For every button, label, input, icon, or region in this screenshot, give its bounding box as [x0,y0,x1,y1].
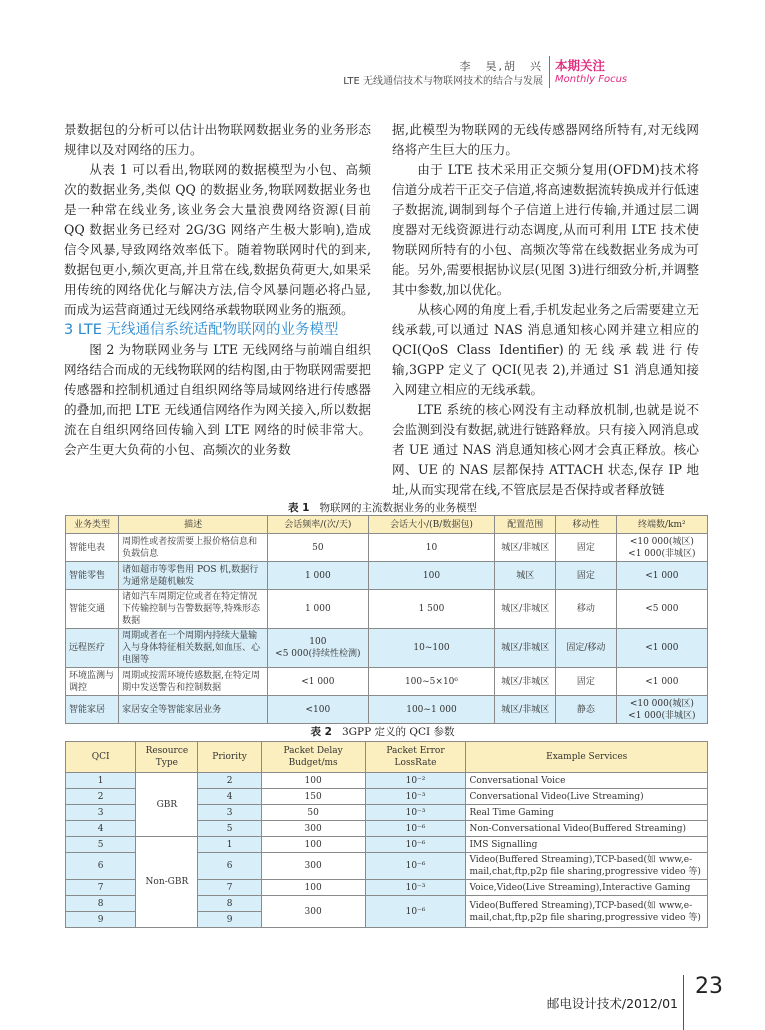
table1-cell: <10 000(城区) <1 000(非城区) [616,534,707,562]
table1-cell: 固定/移动 [556,629,617,668]
table2 [65,741,708,928]
qci-cell: 2 [66,789,136,805]
table2-caption-label: 表 2 [310,726,332,738]
table2-row [66,837,708,853]
table1-caption-label: 表 1 [288,502,310,514]
table1-cell: 10~100 [368,629,495,668]
qci-cell: 8 [66,896,136,912]
table1-header-cell: 会话频率/(次/天) [268,516,368,534]
table1-cell: <1 000 [616,562,707,590]
loss-rate-cell: 10⁻³ [365,880,466,896]
loss-rate-cell: 10⁻³ [365,805,466,821]
table1-row [66,668,708,696]
table1-cell: 诸如汽车周期定位或者在特定情况下传输控制与告警数据等,特殊形态数据 [119,590,268,629]
table1-cell: 远程医疗 [66,629,119,668]
paragraph: 图 2 为物联网业务与 LTE 无线网络与前端自组织网络结合而成的无线物联网的结构图,由于物联网需要把传感器和控制机通过自组织网络等局域网络进行传感器的叠加,而把 LTE 无线通信网络作为网关接入,所以数据流在自组织网络回传输入到 LTE 网络的时候非常大。会产生更大负荷的小包、高频次的业务数 [64,342,371,457]
example-services-cell: Voice,Video(Live Streaming),Interactive Gaming [466,880,708,896]
table1-cell: 城区 [495,562,556,590]
priority-cell: 2 [198,773,261,789]
table1-cell: 固定 [556,668,617,696]
table1-cell: 城区/非城区 [495,590,556,629]
table1-cell: 家居安全等智能家居业务 [119,696,268,724]
delay-cell: 300 [261,896,365,928]
table1-row [66,590,708,629]
table1-cell: <1 000 [616,668,707,696]
table1-cell: 周期或者在一个周期内持续大量输入与身体特征相关数据,如血压、心电图等 [119,629,268,668]
table2-header-cell: Packet Error LossRate [365,742,466,773]
table1-cell: 100 <5 000(持续性检测) [268,629,368,668]
table1-cell: 10 [368,534,495,562]
table1-caption [0,500,765,515]
table2-caption [0,724,765,739]
right-column [392,120,699,500]
table1-cell: <1 000 [616,629,707,668]
table1-header-cell: 描述 [119,516,268,534]
table1-cell: 1 000 [268,590,368,629]
table1-cell: <100 [268,696,368,724]
table2-header-cell: Priority [198,742,261,773]
qci-cell: 1 [66,773,136,789]
delay-cell: 100 [261,837,365,853]
table1-cell: 固定 [556,534,617,562]
paragraph: 从核心网的角度上看,手机发起业务之后需要建立无线承载,可以通过 NAS 消息通知核心网并建立相应的 QCI(QoS Class Identifier)的无线承载进行传输,3GPP 定义了 QCI(见表 2),并通过 S1 消息通知接入网建立相应的无线承载。 [392,302,699,397]
table1-cell: <5 000 [616,590,707,629]
qci-cell: 3 [66,805,136,821]
example-services-cell: Video(Buffered Streaming),TCP-based(如 www,e-mail,chat,ftp,p2p file sharing,progressive video 等) [466,853,708,880]
example-services-cell: Non-Conversational Video(Buffered Streaming) [466,821,708,837]
priority-cell: 8 [198,896,261,912]
table1-header-cell: 移动性 [556,516,617,534]
table1-cell: 静态 [556,696,617,724]
delay-cell: 300 [261,853,365,880]
loss-rate-cell: 10⁻⁶ [365,821,466,837]
loss-rate-cell: 10⁻⁶ [365,837,466,853]
header-article-title: LTE 无线通信技术与物联网技术的结合与发展 [343,76,543,87]
loss-rate-cell: 10⁻⁶ [365,896,466,928]
table1-cell: 智能电表 [66,534,119,562]
column-name-en: Monthly Focus [555,74,628,85]
example-services-cell: Conversational Video(Live Streaming) [466,789,708,805]
table1-cell: 固定 [556,562,617,590]
table2-header-cell: Packet Delay Budget/ms [261,742,365,773]
table1-cell: 城区/非城区 [495,629,556,668]
table1-header-cell: 配置范围 [495,516,556,534]
paragraph: 据,此模型为物联网的无线传感器网络所特有,对无线网络将产生巨大的压力。 [392,122,699,157]
example-services-cell: Conversational Voice [466,773,708,789]
left-column [64,120,371,460]
resource-type-cell: GBR [136,773,198,837]
qci-cell: 6 [66,853,136,880]
table1 [65,515,708,724]
table1-header-cell: 终端数/km² [616,516,707,534]
table2-header-cell: Resource Type [136,742,198,773]
loss-rate-cell: 10⁻³ [365,789,466,805]
table2-row [66,773,708,789]
qci-cell: 4 [66,821,136,837]
example-services-cell: IMS Signalling [466,837,708,853]
header-authors: 李 昊,胡 兴 [459,60,543,73]
priority-cell: 5 [198,821,261,837]
qci-cell: 9 [66,912,136,928]
table1-cell: 诸如超市等零售用 POS 机,数据行为通常是随机触发 [119,562,268,590]
loss-rate-cell: 10⁻² [365,773,466,789]
table1-cell: 100~5×10⁶ [368,668,495,696]
header-divider [549,56,550,88]
table1-cell: 100~1 000 [368,696,495,724]
table1-row [66,696,708,724]
delay-cell: 300 [261,821,365,837]
table2-header-cell: QCI [66,742,136,773]
priority-cell: 4 [198,789,261,805]
paragraph: LTE 系统的核心网没有主动释放机制,也就是说不会监测到没有数据,就进行链路释放。只有接入网消息或者 UE 通过 NAS 消息通知核心网才会真正释放。核心网、UE 的 NAS 层都保持 ATTACH 状态,保存 IP 地址,从而实现常在线,不管底层是否保持或者释放链 [392,402,699,497]
table1-cell: 周期性或者按需要上报价格信息和负载信息 [119,534,268,562]
table1-header-cell: 业务类型 [66,516,119,534]
table1-cell: 智能交通 [66,590,119,629]
paragraph: 景数据包的分析可以估计出物联网数据业务的业务形态规律以及对网络的压力。 [64,122,371,157]
column-name-zh: 本期关注 [555,58,606,73]
resource-type-cell: Non-GBR [136,837,198,928]
table1-row [66,534,708,562]
table1-cell: 1 500 [368,590,495,629]
loss-rate-cell: 10⁻⁶ [365,853,466,880]
page-number: 23 [695,974,723,999]
paragraph: 从表 1 可以看出,物联网的数据模型为小包、高频次的数据业务,类似 QQ 的数据业务,物联网数据业务也是一种常在线业务,该业务会大量浪费网络资源(目前 QQ 数据业务已经对 2G/3G 网络产生极大影响),造成信令风暴,导致网络效率低下。随着物联网时代的到来,数据包更小,频次更高,并且常在线,数据负荷更大,如果采用传统的网络优化与解决方法,信令风暴问题必将凸显,而成为运营商通过无线网络承载物联网业务的瓶颈。 [64,162,371,317]
footer-journal: 邮电设计技术/2012/01 [546,996,678,1011]
table1-cell: 100 [368,562,495,590]
qci-cell: 5 [66,837,136,853]
table1-cell: 移动 [556,590,617,629]
priority-cell: 9 [198,912,261,928]
qci-cell: 7 [66,880,136,896]
priority-cell: 6 [198,853,261,880]
table1-cell: 50 [268,534,368,562]
table1-cell: <10 000(城区) <1 000(非城区) [616,696,707,724]
table2-header-cell: Example Services [466,742,708,773]
section-heading: 3 LTE 无线通信系统适配物联网的业务模型 [64,322,339,338]
example-services-cell: Real Time Gaming [466,805,708,821]
table1-cell: 城区/非城区 [495,696,556,724]
example-services-cell: Video(Buffered Streaming),TCP-based(如 www,e-mail,chat,ftp,p2p file sharing,progressive video 等) [466,896,708,928]
table1-cell: 周期或按需环境传感数据,在特定周期中发送警告和控制数据 [119,668,268,696]
table1-cell: 环境监测与调控 [66,668,119,696]
delay-cell: 100 [261,773,365,789]
table1-cell: 城区/非城区 [495,668,556,696]
header-column-label [555,56,627,85]
delay-cell: 150 [261,789,365,805]
priority-cell: 3 [198,805,261,821]
table1-caption-text: 物联网的主流数据业务的业务模型 [319,502,477,514]
priority-cell: 1 [198,837,261,853]
paragraph: 由于 LTE 技术采用正交频分复用(OFDM)技术将信道分成若干正交子信道,将高速数据流转换成并行低速子数据流,调制到每个子信道上进行传输,并通过层二调度器对无线资源进行动态调度,从而可利用 LTE 技术使物联网所特有的小包、高频次等常在线数据业务成为可能。另外,需要根据协议层(见图 3)进行细致分析,并调整其中参数,加以优化。 [392,162,699,297]
footer-divider [683,975,684,1030]
table1-row [66,562,708,590]
table1-row [66,629,708,668]
table1-header-cell: 会话大小/(B/数据包) [368,516,495,534]
delay-cell: 100 [261,880,365,896]
table1-cell: 智能家居 [66,696,119,724]
priority-cell: 7 [198,880,261,896]
table1-cell: 1 000 [268,562,368,590]
table1-cell: <1 000 [268,668,368,696]
table1-cell: 城区/非城区 [495,534,556,562]
delay-cell: 50 [261,805,365,821]
table2-caption-text: 3GPP 定义的 QCI 参数 [341,726,455,738]
table1-cell: 智能零售 [66,562,119,590]
